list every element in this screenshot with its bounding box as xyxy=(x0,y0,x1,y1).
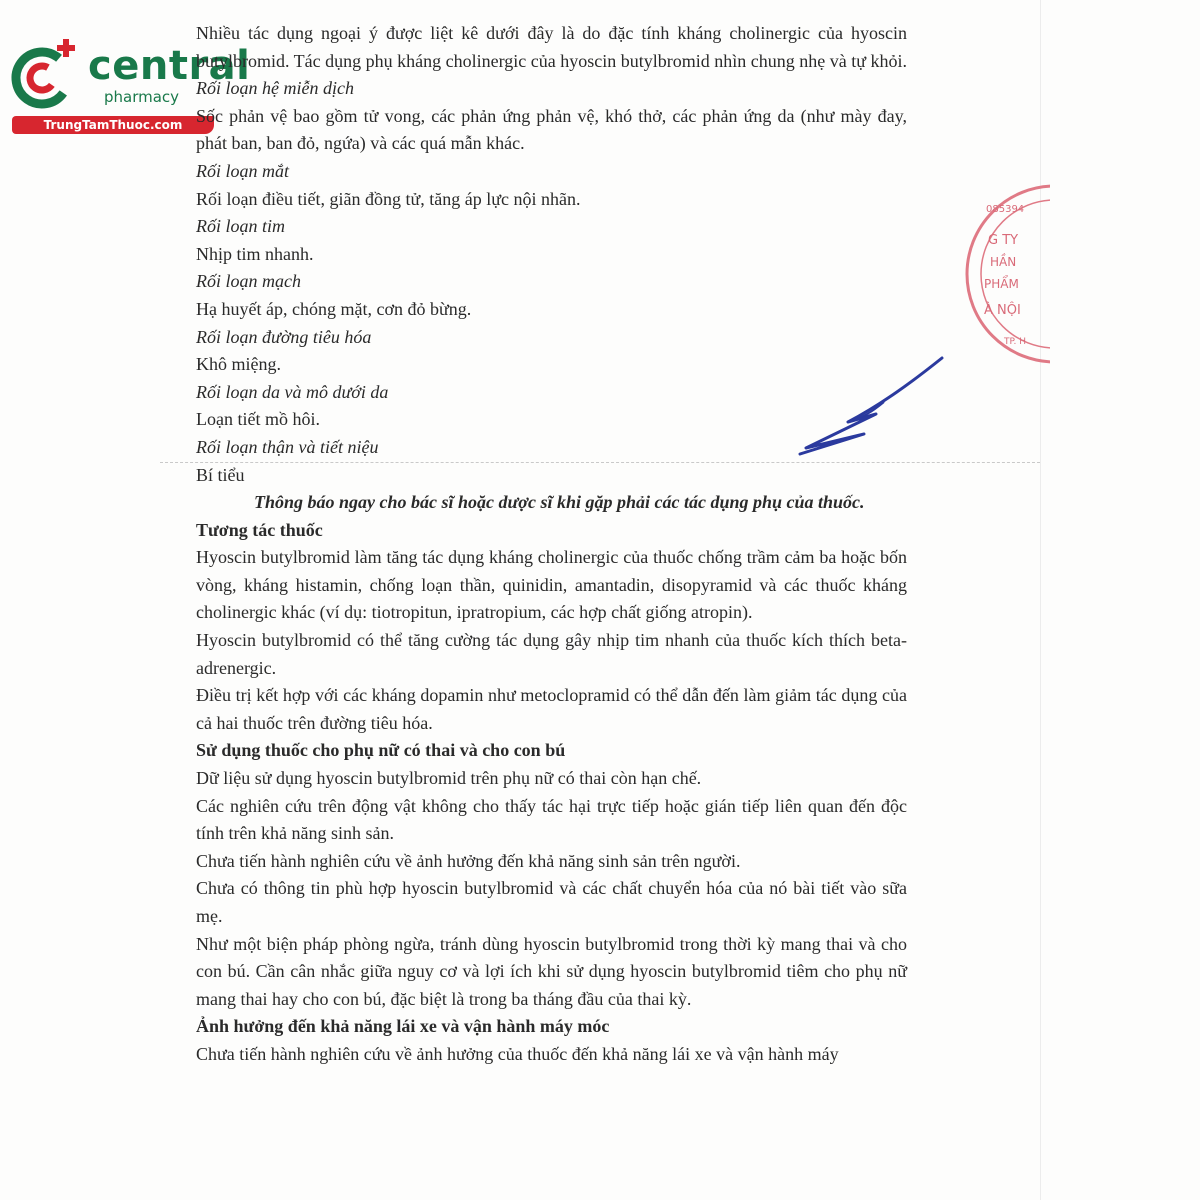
stamp-text: 085394 xyxy=(986,204,1025,215)
section-title-interactions: Tương tác thuốc xyxy=(196,519,323,540)
adverse-text: Rối loạn điều tiết, giãn đồng tử, tăng áp lực nội nhãn. xyxy=(196,188,581,209)
adverse-heading: Rối loạn tim xyxy=(196,216,285,237)
intro-paragraph: Nhiều tác dụng ngoại ý được liệt kê dưới đây là do đặc tính kháng cholinergic của hyoscin butylbromid. Tác dụng phụ kháng cholinergic của hyoscin butylbromid nhìn chung nhẹ và tự khỏi. xyxy=(196,23,907,71)
page-edge xyxy=(1040,0,1041,1200)
notice-text: Thông báo ngay cho bác sĩ hoặc dược sĩ khi gặp phải các tác dụng phụ của thuốc. xyxy=(254,492,865,513)
logo-name: central xyxy=(88,43,251,89)
stamp-text: À NỘI xyxy=(984,303,1021,318)
stamp-text: G TY xyxy=(988,233,1019,248)
adverse-heading: Rối loạn đường tiêu hóa xyxy=(196,326,372,347)
pregnancy-paragraph: Chưa tiến hành nghiên cứu về ảnh hưởng đến khả năng sinh sản trên người. xyxy=(196,850,741,871)
adverse-text: Loạn tiết mồ hôi. xyxy=(196,409,320,430)
adverse-heading: Rối loạn da và mô dưới da xyxy=(196,381,389,402)
adverse-heading: Rối loạn hệ miễn dịch xyxy=(196,78,354,99)
section-title-pregnancy: Sử dụng thuốc cho phụ nữ có thai và cho con bú xyxy=(196,740,566,761)
interactions-paragraph: Hyoscin butylbromid làm tăng tác dụng kháng cholinergic của thuốc chống trầm cảm ba hoặc bốn vòng, kháng histamin, chống loạn thần, quinidin, amantadin, disopyramid và các thuốc kháng cholinergic khác (ví dụ: tiotropitun, ipratropium, các hợp chất giống atropin). xyxy=(196,547,907,623)
adverse-text: Khô miệng. xyxy=(196,354,281,375)
pregnancy-paragraph: Chưa có thông tin phù hợp hyoscin butylbromid và các chất chuyển hóa của nó bài tiết vào sữa mẹ. xyxy=(196,878,907,926)
adverse-text: Hạ huyết áp, chóng mặt, cơn đỏ bừng. xyxy=(196,298,472,319)
stamp-text: PHẨM xyxy=(984,277,1019,291)
driving-paragraph: Chưa tiến hành nghiên cứu về ảnh hưởng của thuốc đến khả năng lái xe và vận hành máy xyxy=(196,1043,839,1064)
stamp-text: TP. H xyxy=(1004,337,1027,347)
interactions-paragraph: Hyoscin butylbromid có thể tăng cường tác dụng gây nhịp tim nhanh của thuốc kích thích beta-adrenergic. xyxy=(196,630,907,678)
adverse-heading: Rối loạn mắt xyxy=(196,160,289,181)
stamp-text: HẦN xyxy=(990,255,1017,269)
interactions-paragraph: Điều trị kết hợp với các kháng dopamin như metoclopramid có thể dẫn đến làm giảm tác dụng của cả hai thuốc trên đường tiêu hóa. xyxy=(196,685,907,733)
pregnancy-paragraph: Dữ liệu sử dụng hyoscin butylbromid trên phụ nữ có thai còn hạn chế. xyxy=(196,768,702,789)
pregnancy-paragraph: Các nghiên cứu trên động vật không cho thấy tác hại trực tiếp hoặc gián tiếp liên quan đến độc tính trên khả năng sinh sản. xyxy=(196,795,907,844)
adverse-text: Sốc phản vệ bao gồm tử vong, các phản ứng phản vệ, khó thở, các phản ứng da (như mày đay, phát ban, ban đỏ, ngứa) và các quá mẫn khác. xyxy=(196,105,907,154)
adverse-text: Nhịp tim nhanh. xyxy=(196,243,314,264)
logo-subtitle: pharmacy xyxy=(104,88,180,106)
adverse-heading: Rối loạn mạch xyxy=(196,271,301,292)
pregnancy-paragraph: Như một biện pháp phòng ngừa, tránh dùng hyoscin butylbromid trong thời kỳ mang thai và cho con bú. Cần cân nhắc giữa nguy cơ và lợi ích khi sử dụng hyoscin butylbromid tiêm cho phụ nữ mang thai hay cho con bú, đặc biệt là trong ba tháng đầu của thai kỳ. xyxy=(196,933,907,1009)
logo-url-banner: TrungTamThuoc.com xyxy=(12,116,214,134)
adverse-heading: Rối loạn thận và tiết niệu xyxy=(196,436,379,457)
central-pharmacy-logo xyxy=(8,36,251,138)
section-title-driving: Ảnh hưởng đến khả năng lái xe và vận hành máy móc xyxy=(196,1016,610,1037)
adverse-text: Bí tiểu xyxy=(196,464,245,485)
document-body xyxy=(196,20,907,1069)
company-stamp xyxy=(960,182,1050,368)
pharmacy-cross-icon xyxy=(8,36,90,114)
